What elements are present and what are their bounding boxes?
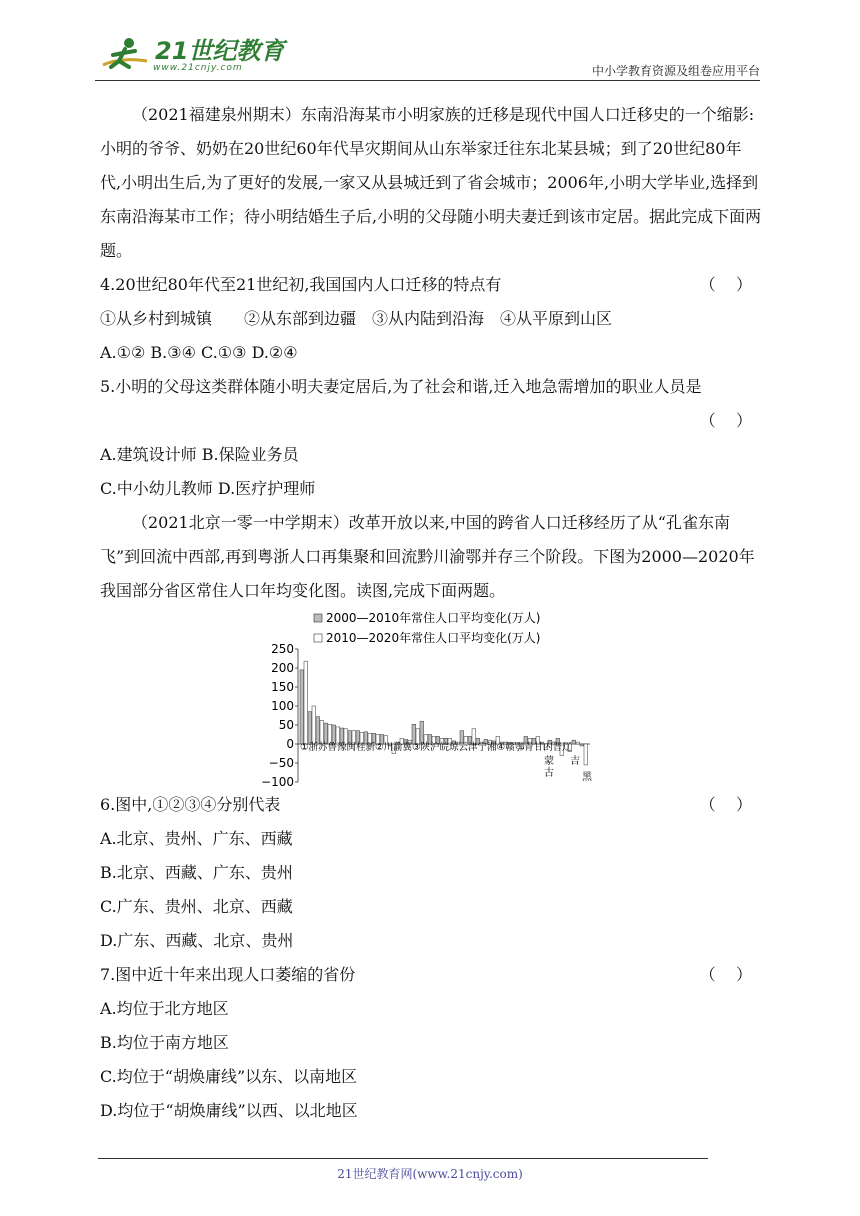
bar-series-2	[584, 744, 588, 765]
question-6-stem: 6.图中,①②③④分别代表	[100, 795, 281, 814]
answer-paren: （ ）	[699, 411, 752, 430]
bar-series-2	[576, 742, 580, 744]
answer-paren: （ ）	[699, 795, 752, 814]
question-7-option-a: A.均位于北方地区	[100, 999, 229, 1018]
label-meng: 蒙	[544, 756, 554, 767]
chart-legend	[314, 610, 540, 645]
legend-swatch-2	[314, 634, 322, 642]
question-5-stem: 5.小明的父母这类群体随小明夫妻定居后,为了社会和谐,迁入地急需增加的职业人员是	[100, 377, 702, 396]
question-4-choices: A.①② B.③④ C.①③ D.②④	[100, 343, 298, 362]
legend-label-2: 2010—2020年常住人口平均变化(万人)	[326, 631, 541, 645]
intro-paragraph-2: （2021北京一零一中学期末）改革开放以来,中国的跨省人口迁移经历了从“孔雀东南飞”到回流中西部,再到粤浙人口再集聚和回流黔川渝鄂并存三个阶段。下图为2000—2020年我国部分省区常住人口年均变化图。读图,完成下面两题。	[100, 513, 755, 600]
bar-series-1	[300, 670, 304, 744]
y-tick-label: −50	[268, 756, 294, 770]
y-tick-label: 50	[278, 718, 294, 732]
y-tick-label: −100	[261, 775, 294, 788]
question-6	[100, 788, 762, 822]
question-4-stem: 4.20世纪80年代至21世纪初,我国国内人口迁移的特点有	[100, 275, 502, 294]
runner-logo-icon	[95, 35, 153, 77]
question-5-choices-1: A.建筑设计师 B.保险业务员	[100, 445, 299, 464]
question-6-option-a: A.北京、贵州、广东、西藏	[100, 829, 293, 848]
label-gu: 古	[544, 768, 554, 779]
population-change-chart	[100, 608, 762, 788]
bar-series-1	[580, 744, 584, 746]
bar-series-1	[572, 740, 576, 744]
question-7-stem: 7.图中近十年来出现人口萎缩的省份	[100, 965, 356, 984]
label-hei: 黑	[582, 772, 592, 783]
intro-paragraph-1: （2021福建泉州期末）东南沿海某市小明家族的迁移是现代中国人口迁移史的一个缩影:小明的爷爷、奶奶在20世纪60年代旱灾期间从山东举家迁往东北某县城；到了20世纪80年代,小明出生后,为了更好的发展,一家又从县城迁到了省会城市；2006年,小明大学毕业,选择到东南沿海某市工作；待小明结婚生子后,小明的父母随小明夫妻迁到该市定居。据此完成下面两题。	[100, 105, 762, 260]
platform-name: 中小学教育资源及组卷应用平台	[591, 64, 760, 78]
bar-series-1	[316, 717, 320, 744]
footer-text: 21世纪教育网(www.21cnjy.com)	[337, 1167, 523, 1181]
question-6-option-b: B.北京、西藏、广东、贵州	[100, 863, 293, 882]
y-tick-label: 200	[271, 661, 294, 675]
footer-divider	[98, 1158, 708, 1159]
bar-series-2	[304, 661, 308, 744]
question-7-option-c: C.均位于“胡焕庸线”以东、以南地区	[100, 1067, 358, 1086]
question-6-option-d: D.广东、西藏、北京、贵州	[100, 931, 294, 950]
bar-series-1	[420, 721, 424, 744]
document-body	[100, 98, 762, 1128]
legend-label-1: 2000—2010年常住人口平均变化(万人)	[326, 611, 541, 625]
bar-series-2	[312, 706, 316, 744]
question-7-option-b: B.均位于南方地区	[100, 1033, 229, 1052]
legend-swatch-1	[314, 614, 322, 622]
question-4-options: ①从乡村到城镇 ②从东部到边疆 ③从内陆到沿海 ④从平原到山区	[100, 309, 613, 328]
question-6-option-c: C.广东、贵州、北京、西藏	[100, 897, 293, 916]
logo-text: 21世纪教育	[155, 37, 285, 65]
y-tick-label: 100	[271, 699, 294, 713]
y-tick-label: 0	[286, 737, 294, 751]
answer-paren: （ ）	[699, 275, 752, 294]
question-4	[100, 268, 762, 302]
category-labels: ①浙苏鲁豫闽桂新②川渝冀③陕沪皖琼云津宁湘④赣鄂青甘内晋辽	[300, 742, 572, 753]
label-ji: 吉	[570, 756, 580, 767]
page-header	[95, 32, 760, 82]
logo	[95, 32, 284, 80]
bar-series-1	[308, 712, 312, 744]
question-5-choices-2: C.中小幼儿教师 D.医疗护理师	[100, 479, 316, 498]
bar-series-1	[324, 723, 328, 744]
y-tick-label: 150	[271, 680, 294, 694]
logo-url: www.21cnjy.com	[153, 63, 243, 73]
question-7-option-d: D.均位于“胡焕庸线”以西、以北地区	[100, 1101, 358, 1120]
question-7	[100, 958, 762, 992]
answer-paren: （ ）	[699, 965, 752, 984]
y-tick-label: 250	[271, 642, 294, 656]
bar-chart	[100, 608, 762, 788]
header-divider	[95, 80, 760, 81]
bar-series-2	[320, 720, 324, 744]
